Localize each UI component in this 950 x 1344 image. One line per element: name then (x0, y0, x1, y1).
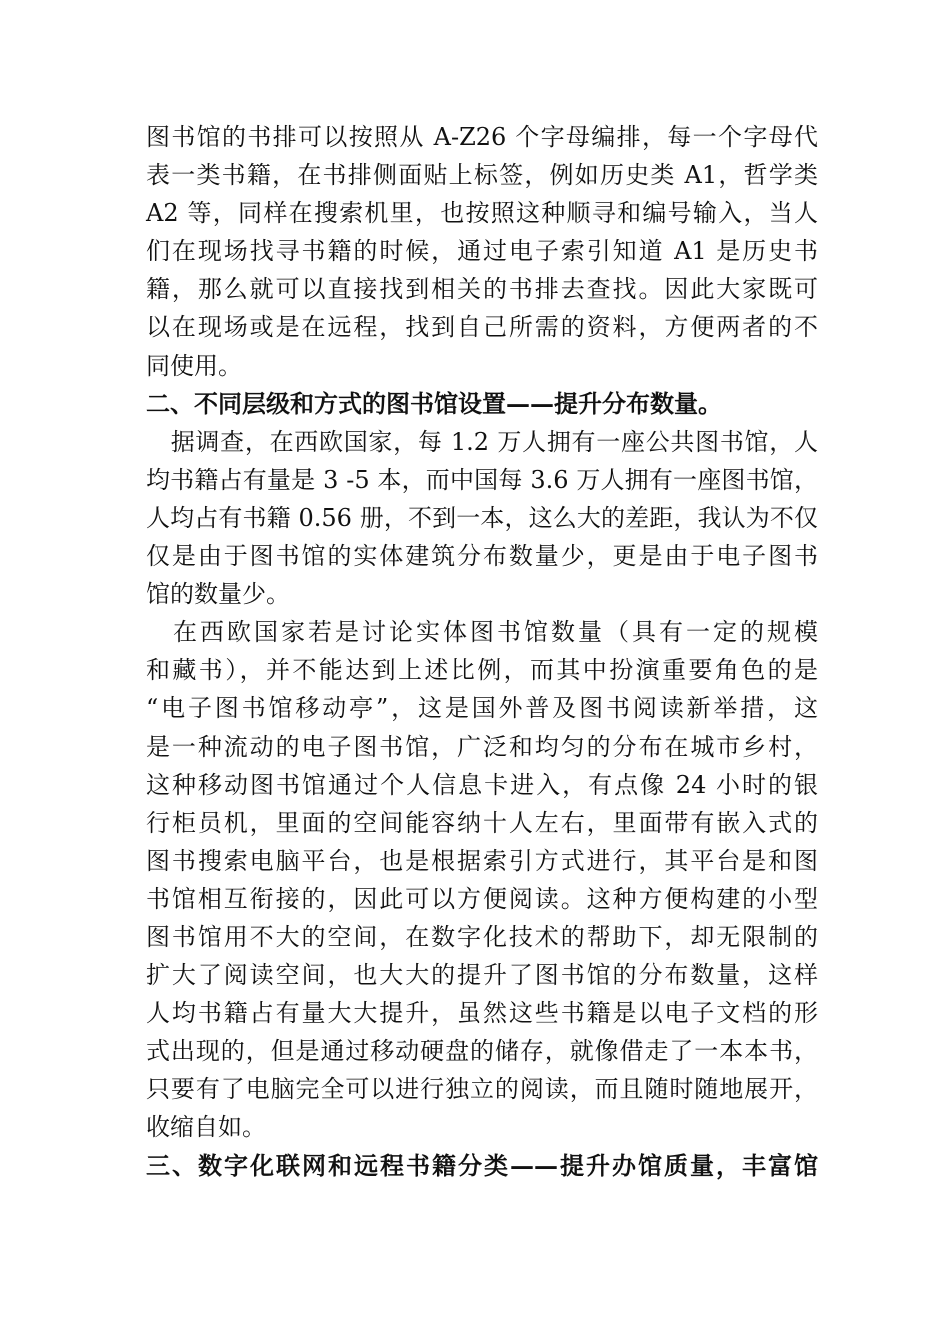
section-heading-3: 三、数字化联网和远程书籍分类——提升办馆质量，丰富馆 (146, 1150, 818, 1180)
text-line: 们在现场找寻书籍的时候，通过电子索引知道 A1 是历史书 (146, 237, 818, 266)
paragraph-catalog-system (146, 118, 818, 385)
text-line: 行柜员机，里面的空间能容纳十人左右，里面带有嵌入式的 (146, 808, 818, 837)
paragraph-survey (146, 423, 818, 613)
text-line: 籍，那么就可以直接找到相关的书排去查找。因此大家既可 (146, 275, 818, 304)
text-line: 同使用。 (146, 351, 242, 380)
text-line: 和藏书），并不能达到上述比例，而其中扮演重要角色的是 (146, 656, 818, 685)
text-line: 均书籍占有量是 3 -5 本，而中国每 3.6 万人拥有一座图书馆， (146, 465, 818, 494)
text-line: 人均占有书籍 0.56 册，不到一本，这么大的差距，我认为不仅 (146, 503, 818, 532)
paragraph-mobile-library (146, 613, 818, 1146)
text-line: 图书馆的书排可以按照从 A-Z26 个字母编排，每一个字母代 (146, 123, 818, 151)
text-line: A2 等，同样在搜索机里，也按照这种顺寻和编号输入，当人 (146, 199, 818, 228)
text-line: 据调查，在西欧国家，每 1.2 万人拥有一座公共图书馆，人 (146, 427, 818, 456)
text-line: 仅是由于图书馆的实体建筑分布数量少，更是由于电子图书 (146, 542, 818, 571)
text-line: 只要有了电脑完全可以进行独立的阅读，而且随时随地展开， (146, 1075, 818, 1104)
text-line: “电子图书馆移动亭”，这是国外普及图书阅读新举措，这 (146, 694, 818, 723)
text-line: 表一类书籍，在书排侧面贴上标签，例如历史类 A1，哲学类 (146, 161, 818, 190)
text-line: 人均书籍占有量大大提升，虽然这些书籍是以电子文档的形 (146, 999, 818, 1028)
document-page (146, 118, 818, 1185)
text-line: 式出现的，但是通过移动硬盘的储存，就像借走了一本本书， (146, 1037, 818, 1066)
text-line: 是一种流动的电子图书馆，广泛和均匀的分布在城市乡村， (146, 732, 818, 761)
text-line: 馆的数量少。 (146, 580, 290, 609)
text-line: 收缩自如。 (146, 1113, 266, 1142)
text-line: 在西欧国家若是讨论实体图书馆数量（具有一定的规模 (146, 618, 818, 647)
text-line: 图书馆用不大的空间，在数字化技术的帮助下，却无限制的 (146, 922, 818, 951)
text-line: 图书搜索电脑平台，也是根据索引方式进行，其平台是和图 (146, 846, 818, 875)
text-line: 以在现场或是在远程，找到自己所需的资料，方便两者的不 (146, 313, 818, 342)
text-line: 书馆相互衔接的，因此可以方便阅读。这种方便构建的小型 (146, 884, 818, 913)
text-line: 扩大了阅读空间，也大大的提升了图书馆的分布数量，这样 (146, 961, 818, 990)
section-heading-2: 二、不同层级和方式的图书馆设置——提升分布数量。 (146, 388, 722, 418)
text-line: 这种移动图书馆通过个人信息卡进入，有点像 24 小时的银 (146, 770, 818, 799)
